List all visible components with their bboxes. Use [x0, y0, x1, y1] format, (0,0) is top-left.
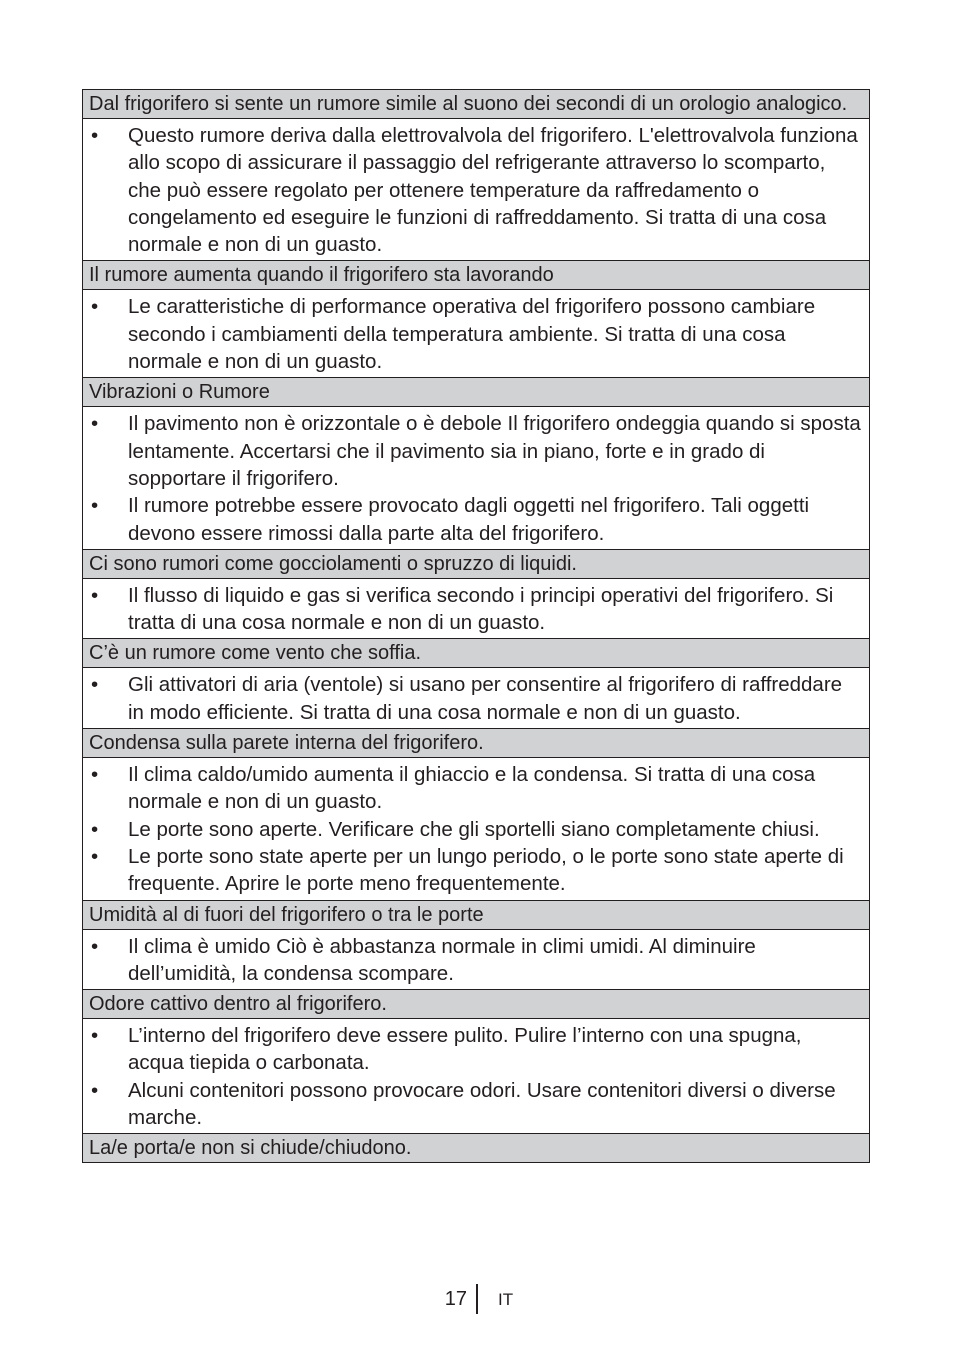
solution-text: Il clima caldo/umido aumenta il ghiaccio e la condensa. Si tratta di una cosa normale e non di un guasto. [128, 763, 816, 814]
page-number: 17 [444, 1288, 467, 1310]
solution-item [89, 492, 863, 547]
bullet-icon: • [91, 934, 99, 958]
problem-heading: Odore cattivo dentro al frigorifero. [83, 990, 869, 1019]
solution-item [89, 816, 863, 843]
bullet-icon: • [91, 817, 99, 841]
solution-text: Questo rumore deriva dalla elettrovalvola del frigorifero. L'elettrovalvola funziona allo scopo di assicurare il passaggio del refrigerante attraverso lo scomparto, che può essere regolato per ottenere temperature da raffredamento o congelamento ed eseguire le funzioni di raffreddamento. Si tratta di una cosa normale e non di un guasto. [128, 124, 858, 257]
solution-item [89, 1077, 863, 1132]
solution-text: Alcuni contenitori possono provocare odori. Usare contenitori diversi o diverse marche. [128, 1078, 836, 1130]
solution-item [89, 410, 863, 492]
solution-text: Le porte sono state aperte per un lungo periodo, o le porte sono state aperte di frequente. Aprire le porte meno frequentemente. [128, 844, 844, 896]
solution-cell [83, 290, 869, 378]
problem-heading: Ci sono rumori come gocciolamenti o spruzzo di liquidi. [83, 550, 869, 579]
bullet-icon: • [91, 1078, 99, 1102]
solution-item [89, 293, 863, 375]
bullet-icon: • [91, 494, 99, 518]
problem-heading: La/e porta/e non si chiude/chiudono. [83, 1134, 869, 1162]
solution-text: Il flusso di liquido e gas si verifica secondo i principi operativi del frigorifero. Si tratta di una cosa normale e non di un guasto. [128, 583, 834, 635]
bullet-icon: • [91, 124, 99, 147]
solution-text: L’interno del frigorifero deve essere pulito. Pulire l’interno con una spugna, acqua tiepida o carbonata. [128, 1024, 802, 1075]
solution-text: Le porte sono aperte. Verificare che gli sportelli siano completamente chiusi. [128, 817, 820, 841]
solution-item [89, 1022, 863, 1077]
troubleshooting-table [82, 89, 870, 1163]
solution-item [89, 582, 863, 637]
solution-text: Il rumore potrebbe essere provocato dagli oggetti nel frigorifero. Tali oggetti devono essere rimossi dalla parte alta del frigorifero. [128, 494, 810, 545]
solution-cell [83, 758, 869, 900]
solution-cell [83, 668, 869, 729]
solution-item [89, 843, 863, 898]
bullet-icon: • [91, 1024, 99, 1048]
solution-text: Il pavimento non è orizzontale o è debole Il frigorifero ondeggia quando si sposta lentamente. Accertarsi che il pavimento sia in piano, forte e in grado di sopportare il frigorifero. [128, 412, 861, 490]
solution-item [89, 122, 863, 258]
solution-text: Le caratteristiche di performance operativa del frigorifero possono cambiare secondo i cambiamenti della temperatura ambiente. Si tratta di una cosa normale e non di un guasto. [128, 295, 816, 374]
problem-heading: Umidità al di fuori del frigorifero o tra le porte [83, 901, 869, 930]
problem-heading: C’è un rumore come vento che soffia. [83, 639, 869, 668]
problem-heading: Il rumore aumenta quando il frigorifero sta lavorando [83, 261, 869, 290]
problem-heading: Vibrazioni o Rumore [83, 378, 869, 407]
bullet-icon: • [91, 763, 99, 787]
problem-heading: Condensa sulla parete interna del frigorifero. [83, 729, 869, 758]
solution-item [89, 671, 863, 726]
bullet-icon: • [91, 412, 99, 436]
solution-cell [83, 1019, 869, 1134]
solution-text: Gli attivatori di aria (ventole) si usano per consentire al frigorifero di raffreddare in modo efficiente. Si tratta di una cosa normale e non di un guasto. [128, 673, 843, 724]
page-footer [0, 1284, 954, 1314]
solution-cell [83, 119, 869, 261]
language-code: IT [498, 1290, 514, 1309]
solution-cell [83, 407, 869, 549]
bullet-icon: • [91, 844, 99, 868]
solution-cell [83, 930, 869, 991]
bullet-icon: • [91, 673, 99, 697]
solution-text: Il clima è umido Ciò è abbastanza normale in climi umidi. Al diminuire dell’umidità, la condensa scompare. [128, 934, 756, 985]
bullet-icon: • [91, 295, 99, 319]
footer-divider [476, 1284, 478, 1314]
solution-item [89, 761, 863, 816]
solution-item [89, 933, 863, 988]
bullet-icon: • [91, 583, 99, 607]
problem-heading: Dal frigorifero si sente un rumore simile al suono dei secondi di un orologio analogico. [83, 90, 869, 119]
solution-cell [83, 579, 869, 640]
